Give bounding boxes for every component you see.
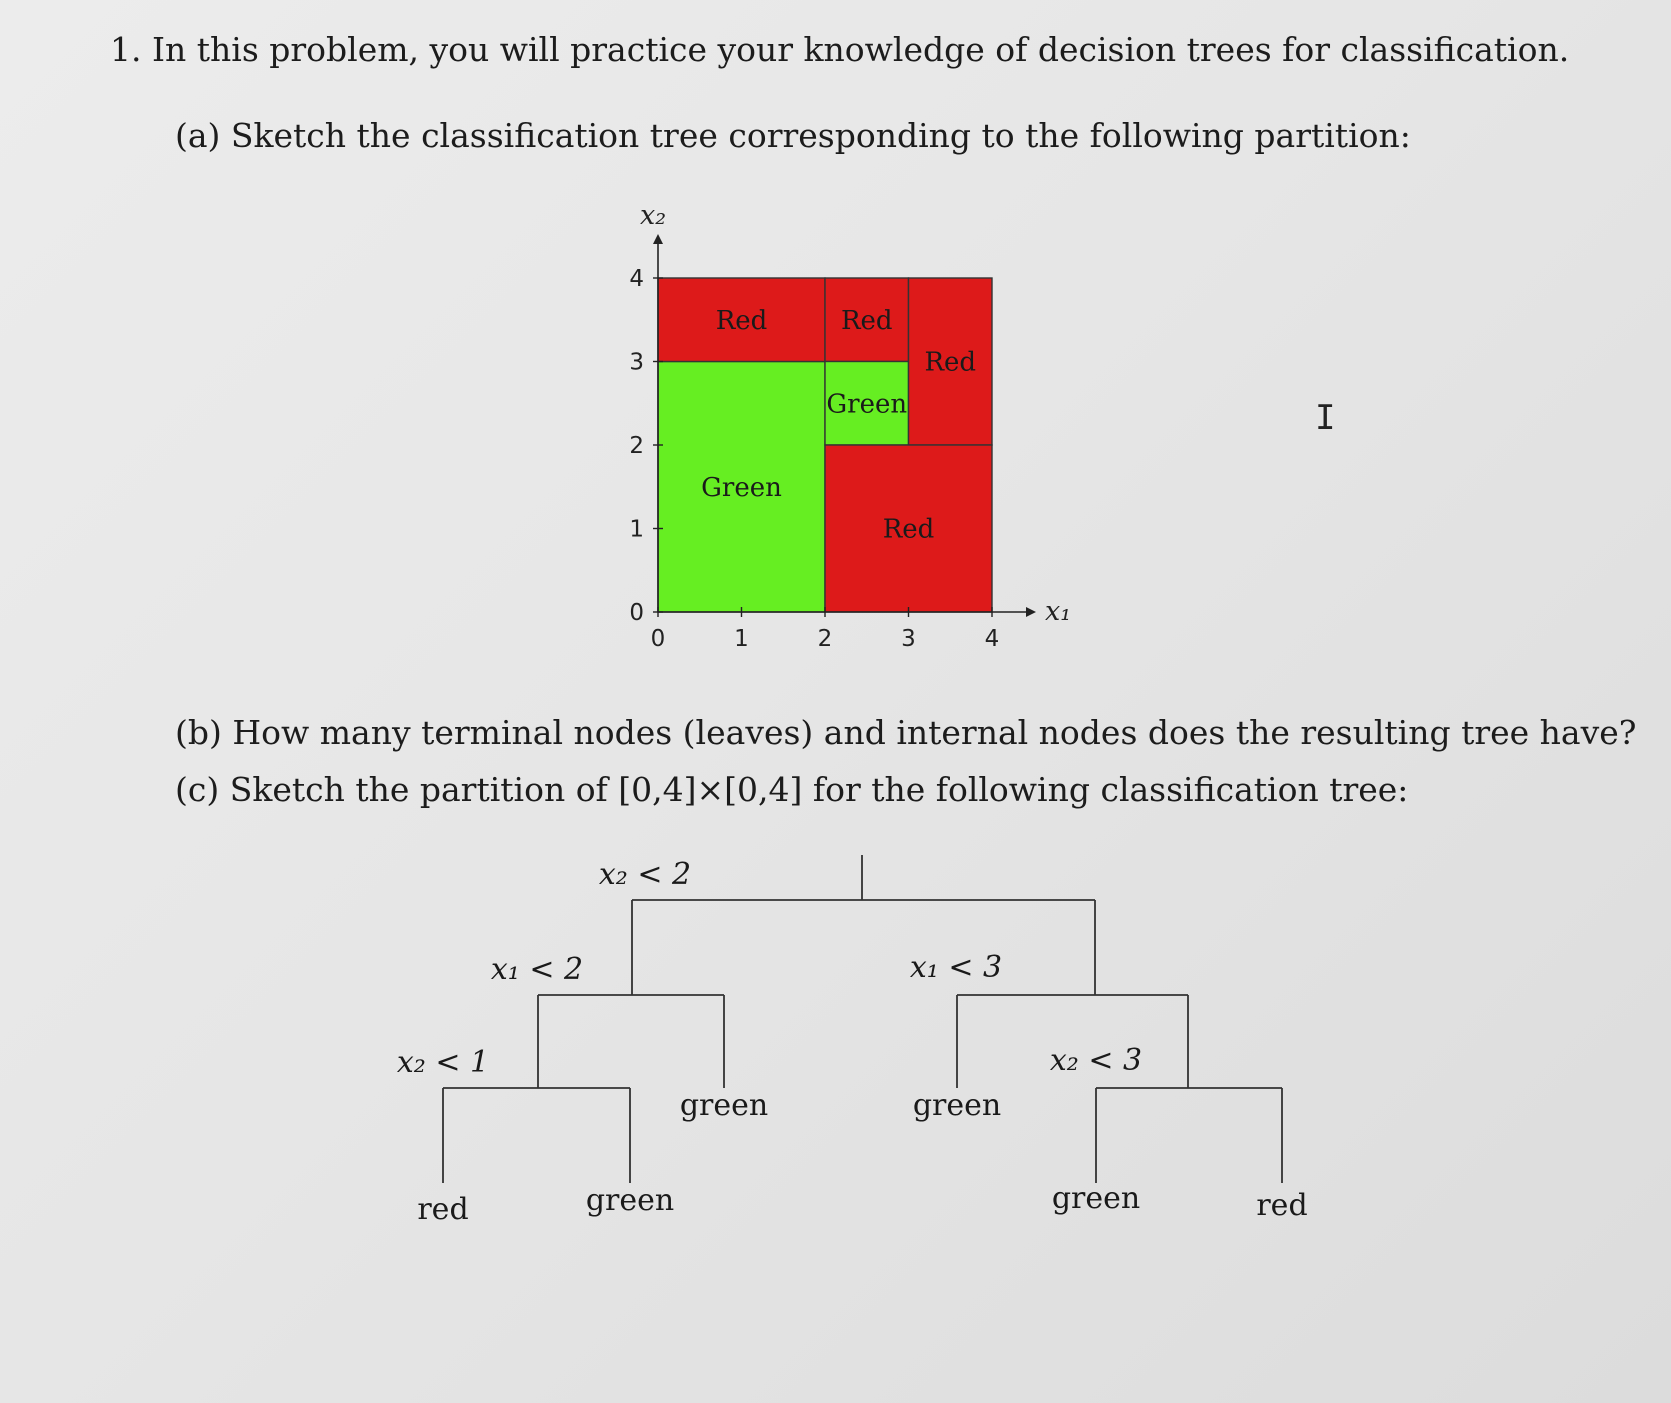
classification-tree (443, 855, 1282, 1183)
x-tick-label: 3 (901, 626, 916, 652)
tree-labels (397, 857, 1308, 1227)
tree-left-branch (538, 995, 724, 1088)
tree-root-branch (632, 855, 1095, 995)
y-tick-label: 2 (629, 433, 644, 459)
y-tick-label: 1 (629, 516, 644, 543)
partition-regions (658, 278, 992, 612)
right-right-split-label: x₂ < 3 (1049, 1043, 1143, 1078)
region-label: Green (826, 389, 908, 420)
left-split-label: x₁ < 2 (490, 952, 584, 987)
leaf-label: red (417, 1192, 469, 1227)
tree-right-right-branch (1096, 1088, 1282, 1183)
leaf-label: red (1256, 1188, 1308, 1223)
region-label: Green (701, 472, 782, 503)
x-tick-label: 4 (984, 626, 1000, 652)
leaf-label: green (679, 1088, 769, 1123)
problem-statement: 1. In this problem, you will practice your knowledge of decision trees for classification. (110, 30, 1570, 69)
leaf-label: green (585, 1183, 675, 1218)
region-label: Red (715, 305, 768, 336)
x-tick-label: 2 (817, 626, 833, 652)
part-a-question: (a) Sketch the classification tree corresponding to the following partition: (175, 116, 1411, 155)
y-axis-label: x₂ (640, 200, 667, 231)
y-tick-label: 3 (629, 349, 644, 376)
leaf-label: green (912, 1088, 1002, 1123)
region-label: Red (882, 514, 935, 545)
x-tick-label: 1 (734, 626, 749, 652)
region-label: Red (924, 347, 977, 378)
y-tick-label: 0 (629, 600, 644, 626)
x-axis-label: x₁ (1045, 596, 1072, 627)
part-b-question: (b) How many terminal nodes (leaves) and internal nodes does the resulting tree have? (175, 713, 1637, 752)
y-tick-label: 4 (629, 266, 644, 292)
partition-diagram (629, 200, 1071, 652)
right-split-label: x₁ < 3 (909, 950, 1003, 985)
left-left-split-label: x₂ < 1 (396, 1045, 490, 1080)
leaf-label: green (1051, 1181, 1141, 1216)
region-label: Red (840, 305, 893, 336)
root-split-label: x₂ < 2 (598, 857, 692, 892)
part-c-question: (c) Sketch the partition of [0,4]×[0,4] for the following classification tree: (175, 770, 1409, 809)
text-cursor-icon: I (1315, 398, 1336, 438)
x-tick-label: 0 (650, 626, 666, 652)
tree-left-left-branch (443, 1088, 630, 1183)
